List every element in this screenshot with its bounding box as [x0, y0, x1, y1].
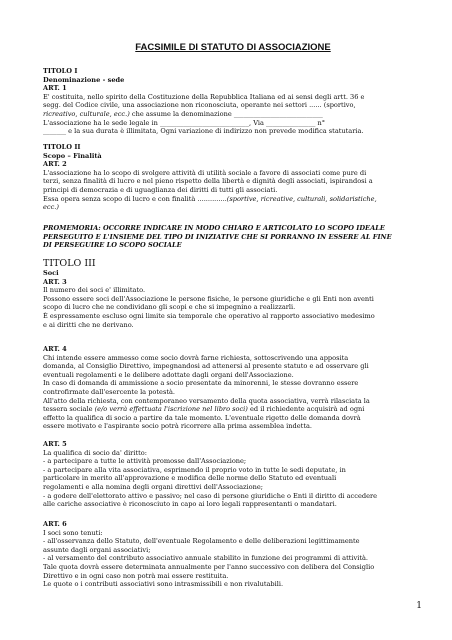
article-label: ART. 5: [43, 440, 67, 448]
paragraph-line: Possono essere soci dell'Associazione le persone fisiche, le persone giuridiche e gli Enti non aventi: [43, 294, 374, 303]
document-title: FACSIMILE DI STATUTO DI ASSOCIAZIONE: [135, 42, 331, 53]
italic-text: (sportive, ricreative, culturali, solidaristiche,: [226, 194, 377, 203]
article-label: ART. 1: [43, 84, 67, 93]
paragraph-line: terzi, senza finalità di lucro e nel pieno rispetto della libertà e dignità degli associati, ispirandosi a: [43, 177, 373, 186]
paragraph-line: - all'osservanza dello Statuto, dell'eventuale Regolamento e delle deliberazioni legittimamente: [43, 537, 360, 546]
note-line: PROMEMORIA: OCCORRE INDICARE IN MODO CHIARO E ARTICOLATO LO SCOPO IDEALE: [43, 224, 385, 232]
paragraph-line: - a partecipare a tutte le attività promosse dall'Associazione;: [43, 457, 247, 466]
paragraph-line: I soci sono tenuti:: [43, 528, 103, 537]
paragraph-line: All'atto della richiesta, con contemporaneo versamento della quota associativa, verrà rilasciata la: [43, 396, 370, 405]
paragraph-line: L'associazione ha le sede legale in ___________________________, Via _______________ n°: [43, 118, 326, 127]
paragraph-line: [43, 405, 423, 414]
section-subheading: Soci: [43, 269, 59, 277]
section-subheading: Denominazione - sede: [43, 75, 125, 84]
section-titolo-2: [43, 143, 423, 212]
note-line: PERSEGUITO E L'INSIEME DEL TIPO DI INIZIATIVE CHE SI PORRANNO IN ESSERE AL FINE: [43, 232, 392, 241]
paragraph-text: tessera sociale: [43, 405, 95, 414]
document-page: [43, 0, 423, 640]
section-titolo-1: [43, 67, 423, 136]
article-label: ART. 6: [43, 520, 67, 528]
italic-text: (e/o verrà effettuata l'iscrizione nel libro soci): [94, 405, 248, 414]
paragraph-line: essere motivato e l'aspirante socio potrà ricorrere alla prima assemblea indetta.: [43, 422, 312, 431]
paragraph-line: L'associazione ha lo scopo di svolgere attività di utilità sociale a favore di associati come pure di: [43, 168, 367, 177]
italic-text: ricreativo, culturale, ecc.): [43, 109, 130, 118]
paragraph-line: domanda, al Consiglio Direttivo, impegnandosi ad attenersi al presente statuto e ad osservare gli: [43, 362, 369, 371]
page-number: 1: [416, 601, 422, 611]
note-line: DI PERSEGUIRE LO SCOPO SOCIALE: [43, 241, 182, 250]
paragraph-line: assunte dagli organi associativi;: [43, 545, 151, 554]
paragraph-line: alle cariche associative è riconosciuto in capo ai loro legali rappresentanti o mandatari.: [43, 500, 337, 509]
paragraph-line: Tale quota dovrà essere determinata annualmente per l'anno successivo con delibera del Consiglio: [43, 562, 375, 571]
paragraph-line: [43, 195, 423, 204]
paragraph-line: ecc.): [43, 203, 59, 212]
paragraph-line: - a partecipare alla vita associativa, esprimendo il proprio voto in tutte le sedi deputate, in: [43, 465, 346, 474]
article-6: [43, 520, 423, 589]
article-label: ART. 2: [43, 160, 67, 169]
paragraph-line: La qualifica di socio da' diritto:: [43, 448, 147, 457]
paragraph-line: Chi intende essere ammesso come socio dovrà farne richiesta, sottoscrivendo una apposita: [43, 353, 349, 362]
paragraph-line: _______ e la sua durata è illimitata, Ogni variazione di indirizzo non prevede modifica statutaria.: [43, 127, 364, 136]
paragraph-line: In caso di domanda di ammissione a socio presentate da minorenni, le stesse dovranno essere: [43, 379, 359, 388]
paragraph-text: ed il richiedente acquisirà ad ogni: [247, 405, 365, 414]
paragraph-line: controfirmate dall'esercente la potestà.: [43, 387, 176, 396]
paragraph-line: Direttivo e in ogni caso non potrà mai essere restituita.: [43, 571, 229, 580]
paragraph-text: che assume la denominazione ___________________________: [129, 109, 323, 118]
paragraph-line: [43, 110, 423, 119]
paragraph-line: e ai diritti che ne derivano.: [43, 320, 134, 329]
article-label: ART. 3: [43, 277, 67, 286]
article-4: [43, 345, 423, 431]
paragraph-line: segg. del Codice civile, una associazione non riconosciuta, operante nei settori ...... (sportivo,: [43, 101, 356, 110]
paragraph-line: effetto la qualifica di socio a partire da tale momento. L'eventuale rigetto delle domanda dovrà: [43, 413, 361, 422]
paragraph-text: Essa opera senza scopo di lucro e con finalità ..............: [43, 194, 227, 203]
section-subheading: Scopo – Finalità: [43, 151, 102, 160]
section-heading: TITOLO I: [43, 67, 78, 75]
article-label: ART. 4: [43, 345, 67, 353]
section-heading: TITOLO III: [43, 258, 96, 269]
promemoria-note: [43, 224, 423, 250]
paragraph-line: - a godere dell'elettorato attivo e passivo; nel caso di persone giuridiche o Enti il diritto di accedere: [43, 491, 378, 500]
paragraph-line: E' costituita, nello spirito della Costituzione della Repubblica Italiana ed ai sensi degli artt. 36 e: [43, 92, 365, 101]
paragraph-line: Le quote o i contributi associativi sono intrasmissibili e non rivalutabili.: [43, 580, 284, 589]
section-heading: TITOLO II: [43, 143, 81, 151]
paragraph-line: principi di democrazia e di uguaglianza dei diritti di tutti gli associati.: [43, 185, 278, 194]
paragraph-line: - al versamento del contributo associativo annuale stabilito in funzione dei programmi di attività.: [43, 554, 369, 563]
paragraph-line: scopo di lucro che ne condividano gli scopi e che si impegnino a realizzarli.: [43, 303, 296, 312]
section-titolo-3: [43, 258, 423, 329]
paragraph-line: È espressamente escluso ogni limite sia temporale che operativo al rapporto associativo medesimo: [43, 311, 375, 320]
paragraph-line: particolare in merito all'approvazione e modifica delle norme dello Statuto ed eventuali: [43, 474, 337, 483]
paragraph-line: regolamenti e alla nomina degli organi direttivi dell'Associazione;: [43, 482, 263, 491]
paragraph-line: eventuali regolamenti e le delibere adottate dagli organi dell'Associazione.: [43, 370, 294, 379]
article-5: [43, 440, 423, 509]
paragraph-line: Il numero dei soci e' illimitato.: [43, 286, 146, 295]
